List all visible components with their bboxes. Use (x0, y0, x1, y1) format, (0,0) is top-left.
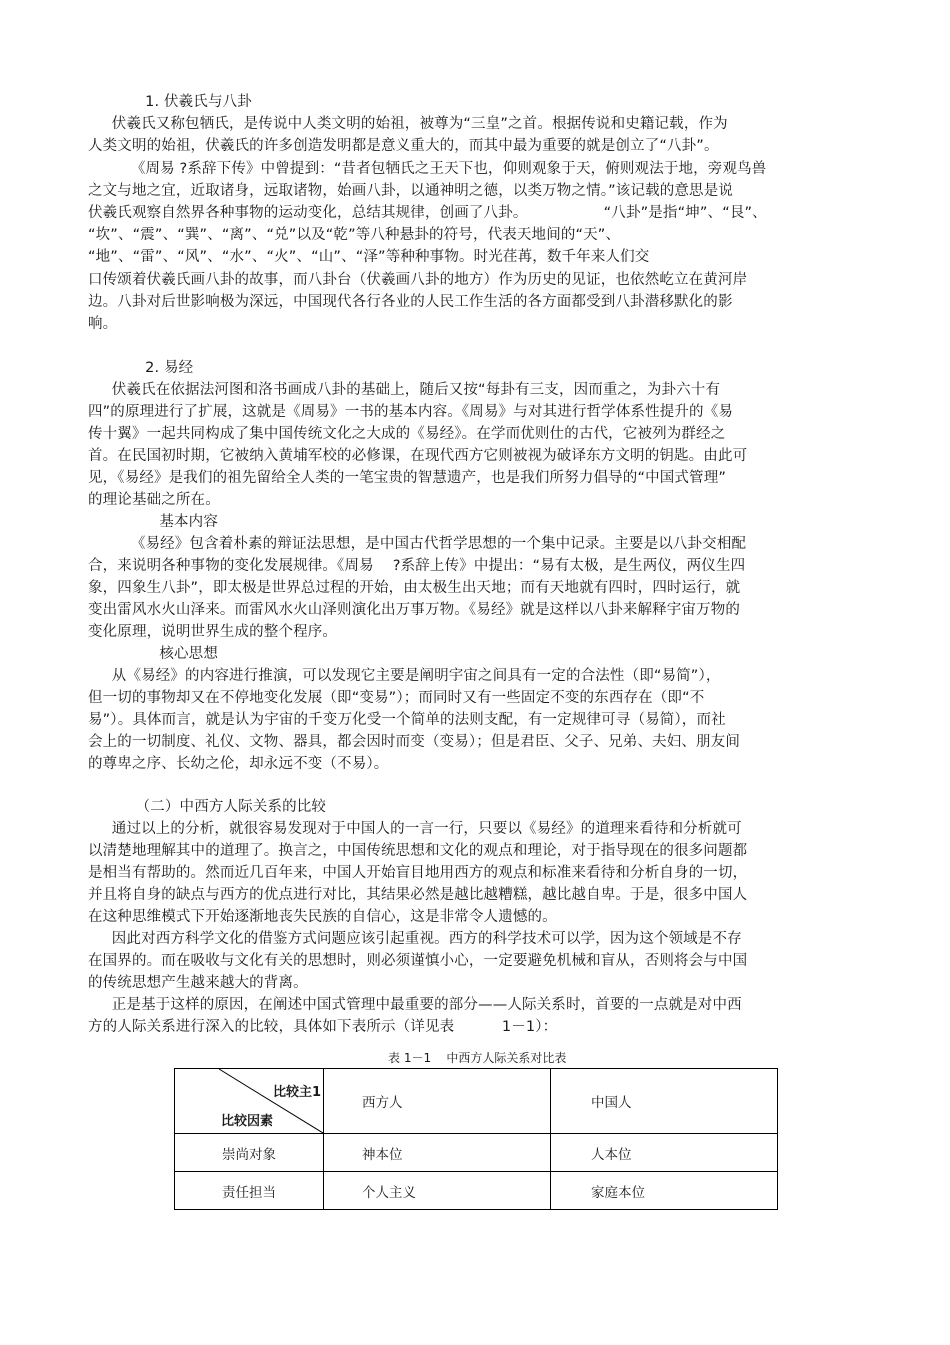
row-chinese-value: 人本位 (551, 1134, 778, 1172)
heading-fuxi-bagua: 1. 伏羲氏与八卦 (88, 94, 252, 110)
text-line: 伏羲氏观察自然界各种事物的运动变化，总结其规律，创画了八卦。 “八卦”是指“坤”、“艮”、 (88, 205, 767, 221)
text-line: 《周易 ?系辞下传》中曾提到：“昔者包牺氏之王天下也，仰则观象于天，俯则观法于地，旁观鸟兽 (88, 161, 767, 177)
text-line: 因此对西方科学文化的借鉴方式问题应该引起重视。西方的科学技术可以学，因为这个领域是不存 (88, 931, 742, 947)
text-line: 的传统思想产生越来越大的背离。 (88, 975, 308, 991)
text-line: 变化原理，说明世界生成的整个程序。 (88, 624, 338, 640)
text-line: 传十翼》一起共同构成了集中国传统文化之大成的《易经》。在学而优则仕的古代，它被列为群经之 (88, 426, 726, 442)
table-caption: 表 1－1 中西方人际关系对比表 (388, 1051, 567, 1065)
text-line: 口传颂着伏羲氏画八卦的故事，而八卦台（伏羲画八卦的地方）作为历史的见证，也依然屹立在黄河岸 (88, 272, 748, 288)
text-line: 伏羲氏在依据法河图和洛书画成八卦的基础上，随后又按“每卦有三支，因而重之，为卦六十有 (88, 382, 721, 398)
text-line: 四”的原理进行了扩展，这就是《周易》一书的基本内容。《周易》与对其进行哲学体系性提升的《易 (88, 404, 734, 420)
diagonal-header-cell (175, 1069, 324, 1134)
text-line: 之文与地之宜，近取诸身，远取诸物，始画八卦，以通神明之德，以类万物之情。”该记载的意思是说 (88, 183, 734, 199)
text-line: 正是基于这样的原因，在阐述中国式管理中最重要的部分——人际关系时，首要的一点就是对中西 (88, 997, 742, 1013)
text-line: 人类文明的始祖，伏羲氏的许多创造发明都是意义重大的，而其中最为重要的就是创立了“八卦”。 (88, 138, 719, 154)
row-chinese-value: 家庭本位 (551, 1172, 778, 1210)
text-line: 《易经》包含着朴素的辩证法思想，是中国古代哲学思想的一个集中记录。主要是以八卦交相配 (88, 536, 747, 552)
table-header-row (175, 1069, 778, 1134)
text-line: 通过以上的分析，就很容易发现对于中国人的一言一行，只要以《易经》的道理来看待和分析就可 (88, 821, 742, 837)
text-line: 以清楚地理解其中的道理了。换言之，中国传统思想和文化的观点和理论，对于指导现在的很多问题都 (88, 843, 748, 859)
text-line: “坎”、“震”、“巽”、“离”、“兑”以及“乾”等八种悬卦的符号，代表天地间的“天”、 (88, 227, 621, 243)
comparison-table (174, 1068, 778, 1210)
header-western: 西方人 (324, 1069, 551, 1134)
subheading-basic-content: 基本内容 (88, 514, 218, 530)
text-line: 边。八卦对后世影响极为深远，中国现代各行各业的人民工作生活的各方面都受到八卦潜移默化的影 (88, 294, 733, 310)
heading-comparison: （二）中西方人际关系的比较 (88, 799, 327, 815)
row-western-value: 神本位 (324, 1134, 551, 1172)
text-line: 象，四象生八卦”，即太极是世界总过程的开始，由太极生出天地；而有天地就有四时，四时运行，就 (88, 580, 741, 596)
text-line: 变出雷风水火山泽来。而雷风水火山泽则演化出万事万物。《易经》就是这样以八卦来解释宇宙万物的 (88, 602, 740, 618)
table-row (175, 1172, 778, 1210)
text-line: 从《易经》的内容进行推演，可以发现它主要是阐明宇宙之间具有一定的合法性（即“易简”）， (88, 668, 721, 684)
text-line: 的尊卑之序、长幼之伦，却永远不变（不易）。 (88, 756, 389, 772)
text-line: 见，《易经》是我们的祖先留给全人类的一笔宝贵的智慧遗产，也是我们所努力倡导的“中国式管理” (88, 470, 727, 486)
text-line: 合，来说明各种事物的变化发展规律。《周易 ?系辞上传》中提出：“易有太极，是生两仪，两仪生四 (88, 558, 746, 574)
row-factor: 责任担当 (175, 1172, 324, 1210)
diag-label-factor: 比较因素 (221, 1114, 274, 1129)
subheading-core-thought: 核心思想 (88, 646, 218, 662)
table-row (175, 1134, 778, 1172)
text-line: 响。 (88, 316, 118, 332)
row-factor: 崇尚对象 (175, 1134, 324, 1172)
text-line: 在这种思维模式下开始逐渐地丧失民族的自信心，这是非常令人遗憾的。 (88, 909, 557, 925)
text-line: 在国界的。而在吸收与文化有关的思想时，则必须谨慎小心，一定要避免机械和盲从，否则将会与中国 (88, 953, 748, 969)
text-line: 易”）。具体而言，就是认为宇宙的千变万化受一个简单的法则支配，有一定规律可寻（易简），而社 (88, 712, 726, 728)
diag-label-subject: 比较主1 (272, 1085, 321, 1100)
text-line: 伏羲氏又称包牺氏，是传说中人类文明的始祖，被尊为“三皇”之首。根据传说和史籍记载，作为 (88, 116, 728, 132)
text-line: 会上的一切制度、礼仪、文物、器具，都会因时而变（变易）；但是君臣、父子、兄弟、夫妇、朋友间 (88, 734, 740, 750)
text-line: 的理论基础之所在。 (88, 492, 220, 508)
text-line: “地”、“雷”、“风”、“水”、“火”、“山”、“泽”等种种事物。时光荏苒，数千年来人们交 (88, 249, 650, 265)
text-line: 方的人际关系进行深入的比较，具体如下表所示（详见表 1－1）： (88, 1019, 558, 1035)
text-line: 并且将自身的缺点与西方的优点进行对比，其结果必然是越比越糟糕，越比越自卑。于是，很多中国人 (88, 887, 748, 903)
heading-yijing: 2. 易经 (88, 360, 194, 376)
header-chinese: 中国人 (551, 1069, 778, 1134)
text-line: 是相当有帮助的。然而近几百年来，中国人开始盲目地用西方的观点和标准来看待和分析自身的一切， (88, 865, 748, 881)
text-line: 但一切的事物却又在不停地变化发展（即“变易”）；而同时又有一些固定不变的东西存在（即“不 (88, 690, 705, 706)
row-western-value: 个人主义 (324, 1172, 551, 1210)
text-line: 首。在民国初时期，它被纳入黄埔军校的必修课，在现代西方它则被视为破译东方文明的钥匙。由此可 (88, 448, 748, 464)
